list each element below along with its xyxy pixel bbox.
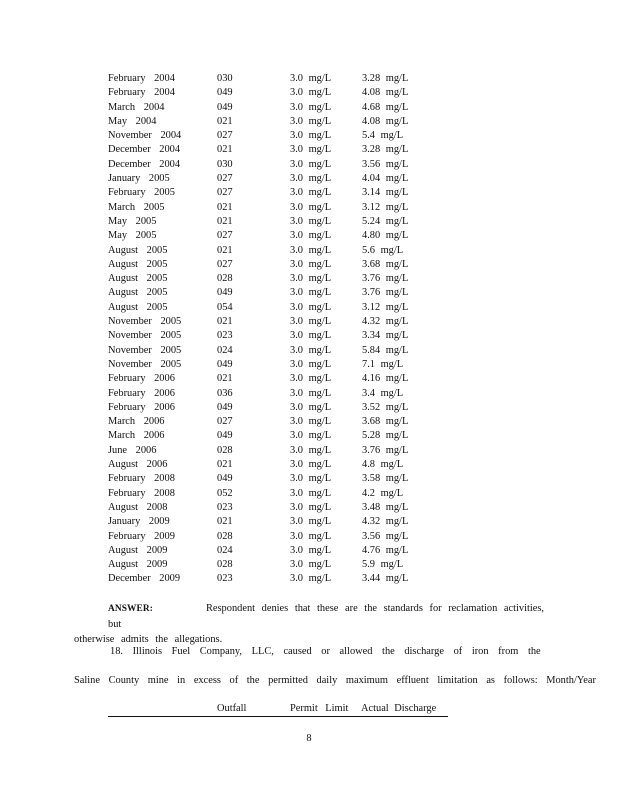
row-outfall: 049: [217, 473, 233, 485]
row-outfall: 049: [217, 87, 233, 99]
row-permit-limit: 3.0 mg/L: [290, 401, 332, 413]
row-actual-discharge: 3.76 mg/L: [362, 273, 409, 285]
row-permit-limit: 3.0 mg/L: [290, 258, 332, 270]
row-permit-limit: 3.0 mg/L: [290, 230, 332, 242]
row-permit-limit: 3.0 mg/L: [290, 187, 332, 199]
table-row: [108, 244, 428, 258]
row-date: January 2005: [108, 173, 170, 185]
row-date: December 2009: [108, 573, 181, 585]
row-permit-limit: 3.0 mg/L: [290, 201, 332, 213]
table-row: [108, 72, 428, 86]
table-row: [108, 229, 428, 243]
row-actual-discharge: 4.08 mg/L: [362, 87, 409, 99]
row-outfall: 054: [217, 301, 233, 313]
row-actual-discharge: 3.76 mg/L: [362, 444, 409, 456]
row-outfall: 049: [217, 430, 233, 442]
row-date: February 2006: [108, 401, 175, 413]
row-permit-limit: 3.0 mg/L: [290, 487, 332, 499]
row-date: February 2009: [108, 530, 175, 542]
page-number: 8: [306, 733, 312, 744]
row-outfall: 027: [217, 416, 233, 428]
row-date: January 2009: [108, 516, 170, 528]
row-outfall: 036: [217, 387, 233, 399]
row-date: December 2004: [108, 144, 181, 156]
row-actual-discharge: 5.24 mg/L: [362, 215, 409, 227]
table-row: [108, 572, 428, 586]
row-date: December 2004: [108, 158, 181, 170]
header-outfall: Outfall: [217, 703, 247, 714]
row-permit-limit: 3.0 mg/L: [290, 273, 332, 285]
row-outfall: 021: [217, 373, 233, 385]
paragraph-18-text-1: 18. Illinois Fuel Company, LLC, caused or allowed the discharge of iron from the: [110, 646, 541, 657]
table-row: [108, 501, 428, 515]
row-permit-limit: 3.0 mg/L: [290, 459, 332, 471]
violations-table: [108, 72, 428, 587]
row-permit-limit: 3.0 mg/L: [290, 173, 332, 185]
row-date: February 2006: [108, 373, 175, 385]
row-actual-discharge: 7.1 mg/L: [362, 358, 404, 370]
row-permit-limit: 3.0 mg/L: [290, 87, 332, 99]
row-outfall: 027: [217, 230, 233, 242]
row-actual-discharge: 5.9 mg/L: [362, 559, 404, 571]
row-outfall: 049: [217, 101, 233, 113]
row-actual-discharge: 3.28 mg/L: [362, 73, 409, 84]
row-outfall: 030: [217, 158, 233, 170]
row-date: May 2005: [108, 215, 157, 227]
row-outfall: 049: [217, 287, 233, 299]
row-permit-limit: 3.0 mg/L: [290, 444, 332, 456]
table-row: [108, 415, 428, 429]
table-row: [108, 487, 428, 501]
row-actual-discharge: 4.2 mg/L: [362, 487, 404, 499]
row-actual-discharge: 3.4 mg/L: [362, 387, 404, 399]
row-actual-discharge: 3.14 mg/L: [362, 187, 409, 199]
row-date: August 2005: [108, 244, 168, 256]
row-date: August 2008: [108, 501, 168, 513]
row-permit-limit: 3.0 mg/L: [290, 530, 332, 542]
row-actual-discharge: 4.76 mg/L: [362, 544, 409, 556]
row-actual-discharge: 3.68 mg/L: [362, 416, 409, 428]
row-date: May 2005: [108, 230, 157, 242]
row-outfall: 021: [217, 459, 233, 471]
row-permit-limit: 3.0 mg/L: [290, 358, 332, 370]
row-actual-discharge: 4.16 mg/L: [362, 373, 409, 385]
row-date: November 2005: [108, 344, 182, 356]
row-date: February 2004: [108, 87, 175, 99]
row-date: June 2006: [108, 444, 157, 456]
answer-line-1: [74, 601, 544, 632]
row-date: November 2005: [108, 316, 182, 328]
row-permit-limit: 3.0 mg/L: [290, 559, 332, 571]
row-actual-discharge: 3.56 mg/L: [362, 530, 409, 542]
row-outfall: 027: [217, 130, 233, 142]
row-outfall: 021: [217, 201, 233, 213]
table-row: [108, 286, 428, 300]
row-permit-limit: 3.0 mg/L: [290, 244, 332, 256]
table-header-row: [108, 700, 448, 717]
row-actual-discharge: 5.28 mg/L: [362, 430, 409, 442]
row-actual-discharge: 4.08 mg/L: [362, 115, 409, 127]
table-row: [108, 143, 428, 157]
row-permit-limit: 3.0 mg/L: [290, 316, 332, 328]
row-permit-limit: 3.0 mg/L: [290, 73, 332, 84]
row-actual-discharge: 3.76 mg/L: [362, 287, 409, 299]
row-outfall: 021: [217, 115, 233, 127]
table-row: [108, 344, 428, 358]
row-date: May 2004: [108, 115, 157, 127]
table-row: [108, 401, 428, 415]
table-row: [108, 129, 428, 143]
row-date: February 2008: [108, 487, 175, 499]
table-row: [108, 201, 428, 215]
row-actual-discharge: 3.58 mg/L: [362, 473, 409, 485]
row-outfall: 021: [217, 244, 233, 256]
row-permit-limit: 3.0 mg/L: [290, 416, 332, 428]
paragraph-18-line-2: [74, 673, 596, 688]
row-outfall: 024: [217, 344, 233, 356]
table-row: [108, 444, 428, 458]
row-date: August 2005: [108, 287, 168, 299]
row-date: February 2008: [108, 473, 175, 485]
row-date: February 2006: [108, 387, 175, 399]
row-permit-limit: 3.0 mg/L: [290, 158, 332, 170]
row-date: August 2005: [108, 301, 168, 313]
row-outfall: 049: [217, 358, 233, 370]
row-actual-discharge: 4.04 mg/L: [362, 173, 409, 185]
row-outfall: 028: [217, 273, 233, 285]
row-outfall: 021: [217, 516, 233, 528]
table-row: [108, 172, 428, 186]
row-actual-discharge: 5.84 mg/L: [362, 344, 409, 356]
paragraph-18-line-1: [74, 644, 541, 659]
row-outfall: 021: [217, 215, 233, 227]
row-actual-discharge: 3.52 mg/L: [362, 401, 409, 413]
row-actual-discharge: 3.68 mg/L: [362, 258, 409, 270]
table-row: [108, 372, 428, 386]
row-actual-discharge: 4.80 mg/L: [362, 230, 409, 242]
table-row: [108, 458, 428, 472]
table-row: [108, 472, 428, 486]
table-row: [108, 544, 428, 558]
row-permit-limit: 3.0 mg/L: [290, 544, 332, 556]
row-date: August 2006: [108, 459, 168, 471]
table-row: [108, 272, 428, 286]
table-row: [108, 358, 428, 372]
row-date: March 2004: [108, 101, 165, 113]
row-actual-discharge: 4.32 mg/L: [362, 516, 409, 528]
row-outfall: 049: [217, 401, 233, 413]
table-row: [108, 515, 428, 529]
row-date: February 2004: [108, 73, 175, 84]
row-outfall: 028: [217, 559, 233, 571]
row-date: August 2009: [108, 559, 168, 571]
row-actual-discharge: 3.12 mg/L: [362, 201, 409, 213]
table-row: [108, 429, 428, 443]
row-actual-discharge: 4.8 mg/L: [362, 459, 404, 471]
table-row: [108, 101, 428, 115]
row-outfall: 027: [217, 258, 233, 270]
row-outfall: 021: [217, 144, 233, 156]
row-permit-limit: 3.0 mg/L: [290, 215, 332, 227]
table-row: [108, 86, 428, 100]
table-row: [108, 301, 428, 315]
row-outfall: 023: [217, 330, 233, 342]
row-permit-limit: 3.0 mg/L: [290, 430, 332, 442]
answer-label: ANSWER:: [108, 604, 153, 614]
answer-text-1: Respondent denies that these are the standards for reclamation activities, but: [108, 603, 544, 630]
table-row: [108, 530, 428, 544]
row-outfall: 023: [217, 573, 233, 585]
table-row: [108, 329, 428, 343]
row-outfall: 027: [217, 187, 233, 199]
row-actual-discharge: 5.4 mg/L: [362, 130, 404, 142]
answer-paragraph: [74, 601, 544, 647]
row-outfall: 028: [217, 444, 233, 456]
row-outfall: 052: [217, 487, 233, 499]
row-permit-limit: 3.0 mg/L: [290, 144, 332, 156]
row-outfall: 028: [217, 530, 233, 542]
row-permit-limit: 3.0 mg/L: [290, 287, 332, 299]
row-permit-limit: 3.0 mg/L: [290, 115, 332, 127]
table-row: [108, 115, 428, 129]
row-outfall: 023: [217, 501, 233, 513]
row-outfall: 030: [217, 73, 233, 84]
answer-text-2: otherwise admits the allegations.: [74, 634, 223, 645]
table-row: [108, 215, 428, 229]
row-actual-discharge: 5.6 mg/L: [362, 244, 404, 256]
row-date: March 2006: [108, 430, 165, 442]
row-actual-discharge: 3.28 mg/L: [362, 144, 409, 156]
row-actual-discharge: 4.32 mg/L: [362, 316, 409, 328]
table-row: [108, 387, 428, 401]
row-date: November 2004: [108, 130, 182, 142]
row-date: March 2005: [108, 201, 165, 213]
row-actual-discharge: 3.12 mg/L: [362, 301, 409, 313]
table-row: [108, 315, 428, 329]
row-date: August 2005: [108, 273, 168, 285]
row-actual-discharge: 4.68 mg/L: [362, 101, 409, 113]
table-row: [108, 258, 428, 272]
row-permit-limit: 3.0 mg/L: [290, 501, 332, 513]
header-actual-discharge: Actual Discharge: [361, 703, 437, 714]
row-permit-limit: 3.0 mg/L: [290, 330, 332, 342]
row-date: March 2006: [108, 416, 165, 428]
row-permit-limit: 3.0 mg/L: [290, 473, 332, 485]
row-date: November 2005: [108, 330, 182, 342]
row-date: February 2005: [108, 187, 175, 199]
row-date: November 2005: [108, 358, 182, 370]
row-permit-limit: 3.0 mg/L: [290, 373, 332, 385]
row-date: August 2005: [108, 258, 168, 270]
row-actual-discharge: 3.44 mg/L: [362, 573, 409, 585]
row-permit-limit: 3.0 mg/L: [290, 387, 332, 399]
row-permit-limit: 3.0 mg/L: [290, 344, 332, 356]
row-permit-limit: 3.0 mg/L: [290, 101, 332, 113]
row-outfall: 021: [217, 316, 233, 328]
header-permit-limit: Permit Limit: [290, 703, 349, 714]
row-actual-discharge: 3.56 mg/L: [362, 158, 409, 170]
row-date: August 2009: [108, 544, 168, 556]
row-outfall: 027: [217, 173, 233, 185]
row-permit-limit: 3.0 mg/L: [290, 301, 332, 313]
table-row: [108, 158, 428, 172]
row-permit-limit: 3.0 mg/L: [290, 573, 332, 585]
row-actual-discharge: 3.34 mg/L: [362, 330, 409, 342]
row-actual-discharge: 3.48 mg/L: [362, 501, 409, 513]
row-outfall: 024: [217, 544, 233, 556]
row-permit-limit: 3.0 mg/L: [290, 516, 332, 528]
table-row: [108, 186, 428, 200]
table-row: [108, 558, 428, 572]
row-permit-limit: 3.0 mg/L: [290, 130, 332, 142]
paragraph-18-text-2: Saline County mine in excess of the permitted daily maximum effluent limitation as follows: Month/Year: [74, 675, 596, 686]
